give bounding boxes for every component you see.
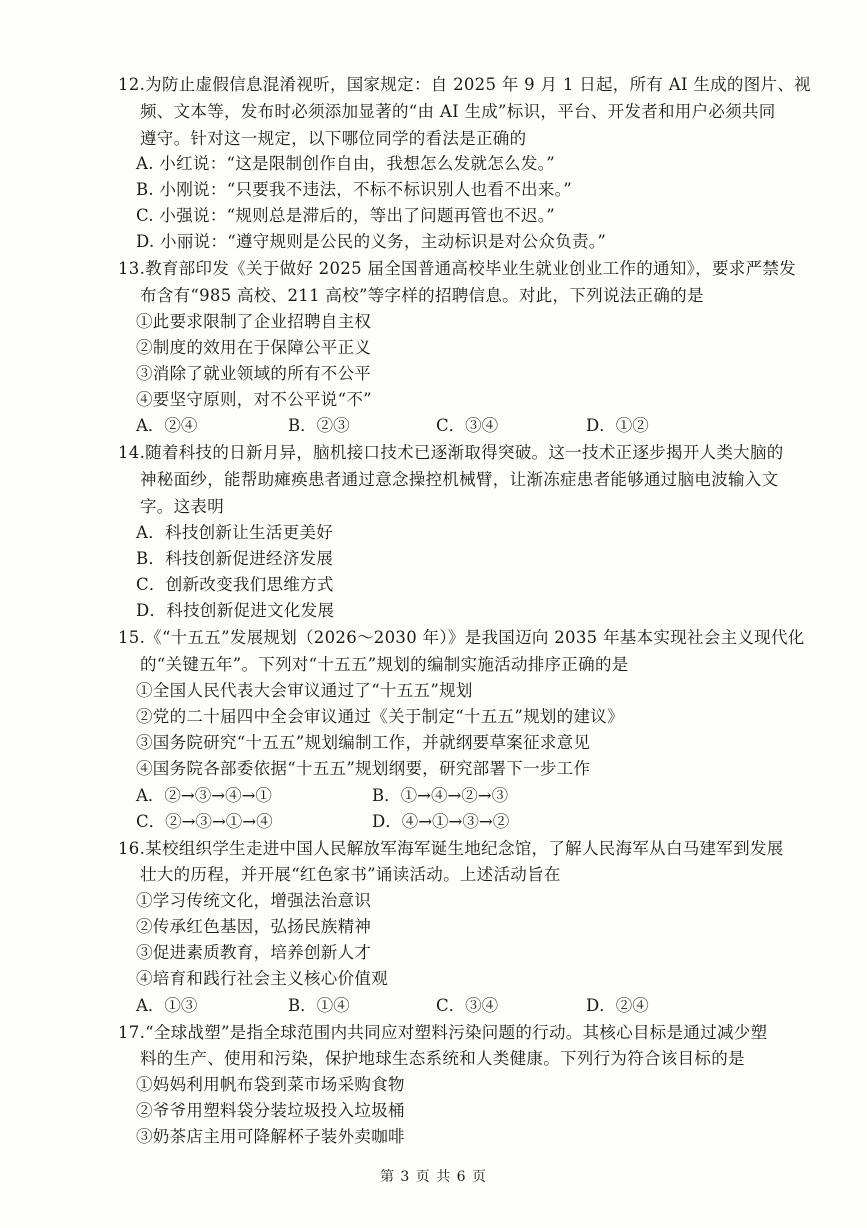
question-12-option-a: A. 小红说：“这是限制创作自由，我想怎么发就怎么发。” bbox=[136, 154, 555, 173]
question-14-option-b: B．科技创新促进经济发展 bbox=[136, 549, 334, 568]
question-13-choice-a: A．②④ bbox=[136, 416, 198, 435]
question-13-item-3: ③消除了就业领域的所有不公平 bbox=[136, 364, 372, 383]
question-16-item-3: ③促进素质教育，培养创新人才 bbox=[136, 943, 372, 962]
question-13-choice-b: B．②③ bbox=[288, 416, 350, 435]
question-13-choices bbox=[136, 413, 736, 439]
question-14-stem-line-1: 14.随着科技的日新月异，脑机接口技术已逐渐取得突破。这一技术正逐步揭开人类大脑的 bbox=[118, 443, 784, 462]
question-17-item-1: ①妈妈利用帆布袋到菜市场采购食物 bbox=[136, 1075, 405, 1094]
question-16-choice-a: A．①③ bbox=[136, 996, 198, 1015]
question-12-stem-line-1: 12.为防止虚假信息混淆视听，国家规定：自 2025 年 9 月 1 日起，所有 AI 生成的图片、视 bbox=[118, 75, 811, 94]
question-16-choices bbox=[136, 993, 736, 1019]
question-14-option-d: D．科技创新促进文化发展 bbox=[136, 601, 335, 620]
question-15-stem-line-2: 的“关键五年”。下列对“十五五”规划的编制实施活动排序正确的是 bbox=[140, 655, 629, 674]
question-13-stem-line-1: 13.教育部印发《关于做好 2025 届全国普通高校毕业生就业创业工作的通知》，要求严禁发 bbox=[118, 259, 796, 278]
question-16-choice-d: D．②④ bbox=[586, 996, 649, 1015]
question-14-option-c: C．创新改变我们思维方式 bbox=[136, 575, 334, 594]
question-12-stem-line-3: 遵守。针对这一规定，以下哪位同学的看法是正确的 bbox=[140, 129, 527, 148]
question-13-item-2: ②制度的效用在于保障公平正义 bbox=[136, 338, 372, 357]
question-15-item-4: ④国务院各部委依据“十五五”规划纲要，研究部署下一步工作 bbox=[136, 759, 591, 778]
question-15-choice-d: D．④→①→③→② bbox=[372, 812, 510, 831]
question-12-option-b: B. 小刚说：“只要我不违法，不标不标识别人也看不出来。” bbox=[136, 180, 572, 199]
question-12-stem-line-2: 频、文本等，发布时必须添加显著的“由 AI 生成”标识，平台、开发者和用户必须共同 bbox=[140, 102, 776, 121]
question-12-option-c: C. 小强说：“规则总是滞后的，等出了问题再管也不迟。” bbox=[136, 206, 556, 225]
question-13-item-1: ①此要求限制了企业招聘自主权 bbox=[136, 312, 372, 331]
question-16-stem-line-1: 16.某校组织学生走进中国人民解放军海军诞生地纪念馆，了解人民海军从白马建军到发展 bbox=[118, 839, 784, 858]
question-12-option-d: D. 小丽说：“遵守规则是公民的义务，主动标识是对公众负责。” bbox=[136, 232, 607, 251]
question-16-stem-line-2: 壮大的历程，并开展“红色家书”诵读活动。上述活动旨在 bbox=[140, 865, 561, 884]
question-17-item-3: ③奶茶店主用可降解杯子装外卖咖啡 bbox=[136, 1127, 405, 1146]
question-15-choice-c: C．②→③→①→④ bbox=[136, 812, 273, 831]
question-16-item-1: ①学习传统文化，增强法治意识 bbox=[136, 891, 372, 910]
question-15-choice-b: B．①→④→②→③ bbox=[372, 786, 509, 805]
question-14-option-a: A．科技创新让生活更美好 bbox=[136, 523, 334, 542]
question-14-stem-line-3: 字。这表明 bbox=[140, 497, 224, 516]
question-15-item-2: ②党的二十届四中全会审议通过《关于制定“十五五”规划的建议》 bbox=[136, 707, 624, 726]
question-17-item-2: ②爷爷用塑料袋分装垃圾投入垃圾桶 bbox=[136, 1101, 405, 1120]
question-15-stem-line-1: 15.《“十五五”发展规划（2026～2030 年）》是我国迈向 2035 年基本实现社会主义现代化 bbox=[118, 628, 805, 647]
question-17-stem-line-2: 料的生产、使用和污染，保护地球生态系统和人类健康。下列行为符合该目标的是 bbox=[140, 1049, 745, 1068]
question-17-stem-line-1: 17.“全球战塑”是指全球范围内共同应对塑料污染问题的行动。其核心目标是通过减少塑 bbox=[118, 1023, 768, 1042]
question-14-stem-line-2: 神秘面纱，能帮助瘫痪患者通过意念操控机械臂，让渐冻症患者能够通过脑电波输入文 bbox=[140, 470, 779, 489]
question-16-choice-c: C．③④ bbox=[436, 996, 499, 1015]
question-13-item-4: ④要坚守原则，对不公平说“不” bbox=[136, 390, 372, 409]
question-13-choice-d: D．①② bbox=[586, 416, 649, 435]
question-15-item-1: ①全国人民代表大会审议通过了“十五五”规划 bbox=[136, 681, 473, 700]
question-13-choice-c: C．③④ bbox=[436, 416, 499, 435]
question-13-stem-line-2: 布含有“985 高校、211 高校”等字样的招聘信息。对此，下列说法正确的是 bbox=[140, 286, 704, 305]
question-15-choices-row-1 bbox=[136, 783, 736, 809]
page-footer: 第 3 页 共 6 页 bbox=[379, 1169, 488, 1185]
question-15-choice-a: A．②→③→④→① bbox=[136, 786, 272, 805]
question-15-item-3: ③国务院研究“十五五”规划编制工作，并就纲要草案征求意见 bbox=[136, 733, 591, 752]
question-16-item-2: ②传承红色基因，弘扬民族精神 bbox=[136, 917, 372, 936]
question-15-choices-row-2 bbox=[136, 809, 736, 835]
question-16-choice-b: B．①④ bbox=[288, 996, 350, 1015]
question-16-item-4: ④培育和践行社会主义核心价值观 bbox=[136, 969, 388, 988]
